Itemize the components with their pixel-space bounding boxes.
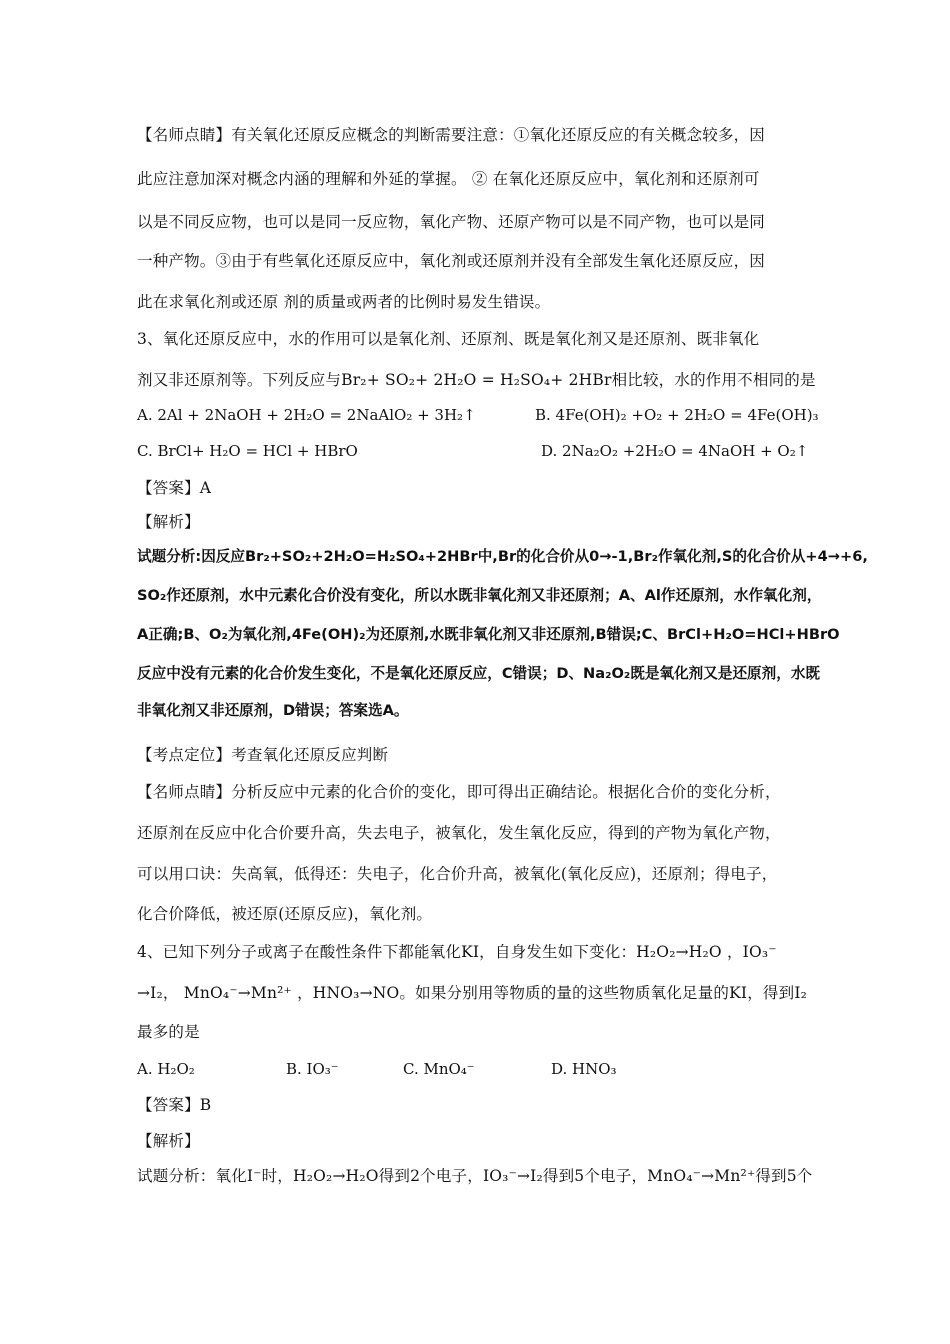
question-4-stem: 最多的是 (137, 1023, 200, 1041)
text-line: 此在求氧化剂或还原 剂的质量或两者的比例时易发生错误。 (137, 293, 551, 311)
question-3-analysis-heading: 【解析】 (137, 513, 200, 531)
question-4-option-a: A. H₂O₂ (137, 1060, 195, 1078)
question-3-tips-line: 化合价降低，被还原(还原反应)，氧化剂。 (137, 905, 433, 923)
question-3-option-c: C. BrCl+ H₂O = HCl + HBrO (137, 442, 358, 460)
question-3-tips-line: 可以用口诀：失高氧，低得还：失电子，化合价升高，被氧化(氧化反应)，还原剂；得电子， (137, 865, 778, 883)
question-3-option-a: A. 2Al + 2NaOH + 2H₂O = 2NaAlO₂ + 3H₂↑ (137, 406, 476, 424)
question-3-stem: 剂又非还原剂等。下列反应与Br₂+ SO₂+ 2H₂O = H₂SO₄+ 2HBr相比较，水的作用不相同的是 (137, 371, 816, 389)
question-3-analysis-line: 反应中没有元素的化合价发生变化，不是氧化还原反应，C错误；D、Na₂O₂既是氧化剂又是还原剂，水既 (137, 665, 821, 682)
question-4-option-b: B. IO₃⁻ (286, 1060, 339, 1078)
text-line: 一种产物。③由于有些氧化还原反应中，氧化剂或还原剂并没有全部发生氧化还原反应，因 (137, 252, 766, 270)
question-3-analysis-line: A正确;B、O₂为氧化剂,4Fe(OH)₂为还原剂,水既非氧化剂又非还原剂,B错误;C、BrCl+H₂O=HCl+HBrO (137, 626, 840, 643)
question-4-stem: →I₂， MnO₄⁻→Mn²⁺ ，HNO₃→NO。如果分别用等物质的量的这些物质氧化足量的KI，得到I₂ (137, 984, 808, 1002)
question-3-analysis-line: SO₂作还原剂，水中元素化合价没有变化，所以水既非氧化剂又非还原剂；A、Al作还原剂，水作氧化剂， (137, 587, 822, 604)
question-4-option-d: D. HNO₃ (551, 1060, 617, 1078)
question-4-analysis-heading: 【解析】 (137, 1132, 200, 1150)
question-3-answer: 【答案】A (137, 479, 212, 497)
question-4-analysis-line: 试题分析：氧化I⁻时，H₂O₂→H₂O得到2个电子，IO₃⁻→I₂得到5个电子，MnO₄⁻→Mn²⁺得到5个 (137, 1167, 813, 1185)
text-line: 以是不同反应物，也可以是同一反应物，氧化产物、还原产物可以是不同产物，也可以是同 (137, 213, 766, 231)
text-line: 【名师点睛】有关氧化还原反应概念的判断需要注意：①氧化还原反应的有关概念较多，因 (137, 126, 766, 144)
question-3-kaodian: 【考点定位】考查氧化还原反应判断 (137, 746, 389, 764)
question-3-analysis-line: 试题分析:因反应Br₂+SO₂+2H₂O=H₂SO₄+2HBr中,Br的化合价从0→-1,Br₂作氧化剂,S的化合价从+4→+6, (137, 548, 868, 565)
question-3-option-d: D. 2Na₂O₂ +2H₂O = 4NaOH + O₂↑ (541, 442, 809, 460)
question-4-answer: 【答案】B (137, 1096, 212, 1114)
question-3-stem: 3、氧化还原反应中，水的作用可以是氧化剂、还原剂、既是氧化剂又是还原剂、既非氧化 (137, 330, 760, 348)
text-line: 此应注意加深对概念内涵的理解和外延的掌握。 ② 在氧化还原反应中，氧化剂和还原剂可 (137, 170, 760, 188)
question-3-tips-line: 还原剂在反应中化合价要升高，失去电子，被氧化，发生氧化反应，得到的产物为氧化产物， (137, 824, 781, 842)
question-3-option-b: B. 4Fe(OH)₂ +O₂ + 2H₂O = 4Fe(OH)₃ (535, 406, 819, 424)
question-3-analysis-line: 非氧化剂又非还原剂，D错误；答案选A。 (137, 702, 409, 719)
question-4-stem: 4、已知下列分子或离子在酸性条件下都能氧化KI，自身发生如下变化：H₂O₂→H₂O ，IO₃⁻ (137, 943, 777, 961)
question-3-tips-line: 【名师点睛】分析反应中元素的化合价的变化，即可得出正确结论。根据化合价的变化分析， (137, 783, 781, 801)
question-4-option-c: C. MnO₄⁻ (403, 1060, 475, 1078)
